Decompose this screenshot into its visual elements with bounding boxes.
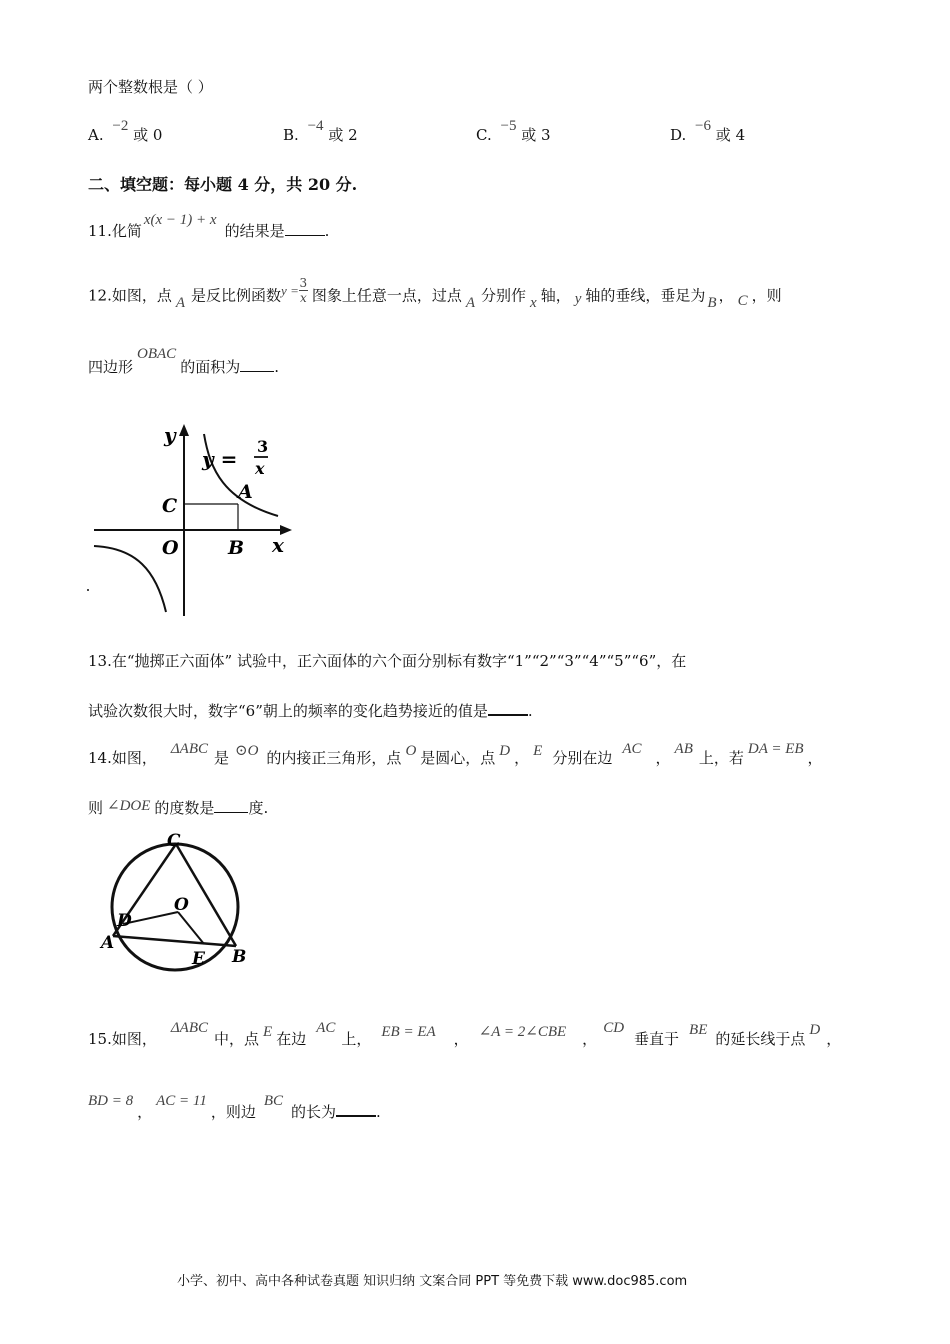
figure-inscribed-triangle [96,828,260,972]
function-lhs: y = [281,282,299,298]
q14-prefix: 14.如图， [88,749,157,767]
question-13: 13.在“抛掷正六面体” 试验中，正六面体的六个面分别标有数字“1”“2”“3”“4”“5”“6”，在 [88,652,687,670]
q13-end: . [527,702,533,720]
side-ac-symbol: AC [622,741,642,757]
answer-blank [336,1101,376,1117]
q15-comma: ， [453,1030,469,1048]
center-o-label: O [174,895,189,915]
y-symbol: y [574,290,582,307]
answer-blank [488,700,528,716]
q14-text-5: 上，若 [698,749,744,767]
vertex-c-label: C [167,831,181,851]
option-b-rest: 或 2 [328,126,358,144]
q15-prefix: 15.如图， [88,1030,157,1048]
fraction-denominator: x [299,291,307,305]
option-a-rest: 或 0 [133,126,163,144]
ac-condition-symbol: AC = 11 [156,1093,207,1109]
q14-text-2: 的内接正三角形，点 [266,749,402,767]
q14-line2-suffix: 的度数是 [154,799,215,817]
question-11 [88,212,330,241]
q10-text: 两个整数根是（ ） [88,78,213,96]
question-14-line-2 [88,797,268,818]
q14-comma-3: ， [807,749,823,767]
q15-text-6: ，则边 [210,1103,256,1121]
q12-line2-suffix: 的面积为 [180,358,241,376]
q12-text-1: 是反比例函数 [191,286,282,305]
q15-text-2: 在边 [276,1030,307,1048]
point-a-label: A [238,481,253,503]
q14-comma: ， [514,749,530,767]
q12-end: . [274,358,279,376]
center-symbol: O [405,743,417,759]
q15-text-1: 中，点 [214,1030,260,1048]
option-c-value: −5 [500,118,517,134]
q15-text-4: 垂直于 [634,1030,680,1048]
fraction-numerator: 3 [299,276,308,290]
q12-text-4: 轴， [540,286,571,305]
option-b-label: B. [283,126,299,144]
point-d-symbol: D [499,743,511,759]
origin-label: O [162,537,179,559]
question-12 [88,276,782,311]
point-d-symbol: D [809,1022,821,1038]
circle-symbol: ⊙O [235,743,259,759]
q15-text-5: 的延长线于点 [715,1030,806,1048]
y-axis-label: y [164,423,176,447]
q14-text-3: 是圆心，点 [420,749,496,767]
q15-text-7: 的长为 [291,1103,337,1121]
x-axis-label: x [272,533,284,557]
segment-cd-symbol: CD [603,1020,625,1036]
q12-line2-prefix: 四边形 [88,358,134,376]
condition-symbol: DA = EB [747,741,804,757]
vertex-b-label: B [232,947,247,967]
answer-blank [214,798,248,813]
option-d-label: D. [670,126,687,144]
function-fraction [299,277,308,304]
point-a-symbol-2: A [465,294,476,311]
q14-line2-prefix: 则 [88,799,104,817]
point-a-symbol: A [175,294,186,311]
figure-hyperbola [86,420,306,616]
q11-suffix: 的结果是 [224,222,285,240]
hyperbola-branch-2 [94,546,166,612]
fig-equation-lhs: y = [202,447,238,471]
q11-expression: x(x − 1) + x [143,212,217,228]
point-b-label: B [228,537,245,559]
question-12-line-2 [88,346,279,377]
option-b-value: −4 [307,118,324,134]
question-15-line-2 [88,1093,381,1122]
q12-text-6: ，则 [751,286,782,305]
side-bc-symbol: BC [263,1093,284,1109]
option-a-value: −2 [112,118,129,134]
option-a [88,118,163,145]
y-axis-arrow [179,424,189,436]
point-c-label: C [162,495,178,517]
q12-text-2: 图象上任意一点，过点 [311,286,462,305]
page-footer: 小学、初中、高中各种试卷真题 知识归纳 文案合同 PPT 等免费下载 www.doc985.com [177,1274,688,1289]
q11-prefix: 11.化简 [88,222,142,240]
option-a-label: A. [88,126,104,144]
q14-comma-2: ， [655,749,671,767]
q15-text-3: 上， [341,1030,372,1048]
q15-end: . [376,1103,381,1121]
stray-dot [87,589,89,591]
q12-text-3: 分别作 [481,286,527,305]
question-13-line-2 [88,700,533,721]
point-e-label: E [192,949,205,969]
option-c-rest: 或 3 [521,126,551,144]
answer-blank [240,357,274,372]
q14-text-4: 分别在边 [552,749,613,767]
quadrilateral-symbol: OBAC [137,346,177,362]
side-ab-line [113,936,236,946]
option-c-label: C. [476,126,492,144]
q11-end: . [324,222,330,240]
bd-condition-symbol: BD = 8 [88,1093,134,1109]
q14-end: 度. [248,799,269,817]
q13-line2-text: 试验次数很大时，数字“6”朝上的频率的变化趋势接近的值是 [88,702,488,720]
q14-text-1: 是 [214,749,230,767]
option-d-rest: 或 4 [715,126,746,144]
answer-blank [285,221,325,236]
vertex-a-label: A [101,933,115,953]
point-c-symbol: C [737,292,748,309]
option-b [283,118,358,145]
q12-comma: ， [718,286,734,305]
point-e-symbol: E [263,1024,273,1040]
q15-comma-4: ， [137,1103,153,1121]
side-ab-symbol: AB [674,741,693,757]
segment-oe [178,912,204,944]
point-b-symbol: B [707,294,717,311]
q15-comma-3: ， [826,1030,842,1048]
fig-equation-numerator: 3 [257,437,269,456]
option-d [670,118,746,145]
q12-prefix: 12.如图，点 [88,286,172,305]
option-d-value: −6 [695,118,712,134]
triangle-symbol: ΔABC [170,741,208,757]
point-d-label: D [117,911,132,931]
triangle-symbol: ΔABC [170,1020,208,1036]
fig-equation-denominator: x [255,459,265,478]
question-15 [88,1020,842,1049]
side-ac-symbol: AC [316,1020,336,1036]
q12-text-5: 轴的垂线，垂足为 [585,286,706,305]
x-symbol: x [530,294,537,311]
segment-be-symbol: BE [689,1022,708,1038]
q15-comma-2: ， [582,1030,598,1048]
angle-symbol: ∠DOE [107,798,151,814]
condition-2-symbol: ∠A = 2∠CBE [478,1024,567,1040]
option-c [476,118,551,145]
point-e-symbol: E [533,743,543,759]
condition-1-symbol: EB = EA [381,1024,436,1040]
question-14 [88,741,823,768]
section-heading: 二、填空题：每小题 4 分，共 20 分. [88,175,358,194]
